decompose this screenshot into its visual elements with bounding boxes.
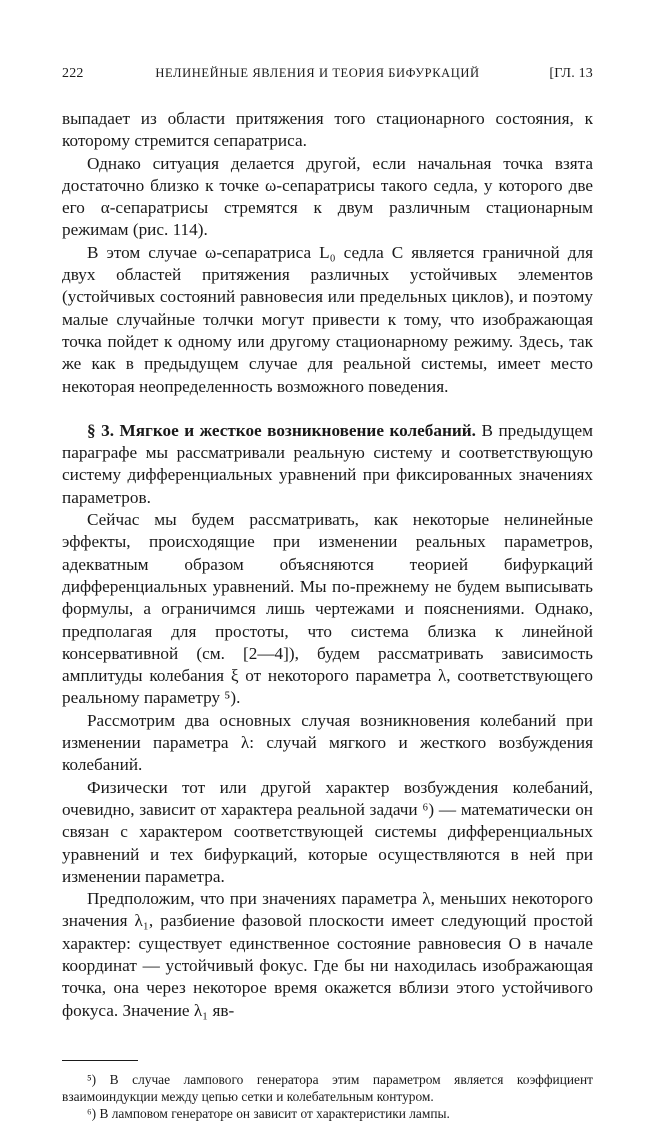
paragraph-6: Физически тот или другой характер возбуждения колебаний, очевидно, зависит от характера реальной задачи ⁶) — математически он связан с характером соответствующей системы дифференциальных уравнений и тех бифуркаций, которые осуществляются в ней при изменении параметра. (62, 777, 593, 886)
running-title: НЕЛИНЕЙНЫЕ ЯВЛЕНИЯ И ТЕОРИЯ БИФУРКАЦИЙ (155, 66, 480, 80)
paragraph-5: Рассмотрим два основных случая возникновения колебаний при изменении параметра λ: случай мягкого и жесткого возбуждения колебаний. (62, 710, 593, 775)
section-intro-text: В предыдущем параграфе мы рассматривали реальную систему и соответствующую систему дифференциальных уравнений при фиксированных значениях параметров. (62, 420, 594, 507)
paragraph-4: Сейчас мы будем рассматривать, как некоторые нелинейные эффекты, происходящие при изменении реальных параметров, адекватным образом объясняются теорией бифуркаций дифференциальных уравнений. Мы по-прежнему не будем выписывать формулы, а ограничимся лишь чертежами и пояснениями. Однако, предполагая для простоты, что система близка к линейной консервативной (см. [2—4]), будем рассматривать зависимость амплитуды колебания ξ от некоторого параметра λ, соответствующего реальному параметру ⁵). (62, 510, 593, 708)
page-header (62, 66, 593, 82)
page-number: 222 (62, 66, 84, 81)
section-title: § 3. Мягкое и жесткое возникновение колебаний. (87, 420, 476, 440)
section-3-intro (62, 420, 593, 509)
book-page (62, 66, 593, 1122)
footnote-6: ⁶) В ламповом генераторе он зависит от характеристики лампы. (87, 1105, 450, 1121)
paragraph-1: выпадает из области притяжения того стационарного состояния, к которому стремится сепаратриса. (62, 109, 593, 151)
paragraph-7: Предположим, что при значениях параметра λ, меньших некоторого значения λ₁, разбиение фазовой плоскости имеет следующий простой характер: существует единственное состояние равновесия O в начале координат — устойчивый фокус. Где бы ни находилась изображающая точка, она через некоторое время окажется вблизи этого устойчивого фокуса. Значение λ₁ яв- (62, 889, 593, 1020)
footnote-divider (62, 1060, 138, 1061)
chapter-label: [ГЛ. 13 (549, 66, 593, 81)
paragraph-2: Однако ситуация делается другой, если начальная точка взята достаточно близко к точке ω-сепаратрисы такого седла, у которого две его α-сепаратрисы стремятся к двум различным стационарным режимам (рис. 114). (62, 153, 593, 240)
footnote-5: ⁵) В случае лампового генератора этим параметром является коэффициент взаимоиндукции между цепью сетки и колебательным контуром. (62, 1071, 593, 1104)
paragraph-3: В этом случае ω-сепаратриса L₀ седла C является граничной для двух областей притяжения различных устойчивых элементов (устойчивых состояний равновесия или предельных циклов), и поэтому малые случайные толчки могут привести к тому, что изображающая точка пойдет к одному или другому стационарному режиму. Здесь, так же как в предыдущем случае для реальной системы, имеет место некоторая неопределенность возможного поведения. (62, 242, 593, 396)
